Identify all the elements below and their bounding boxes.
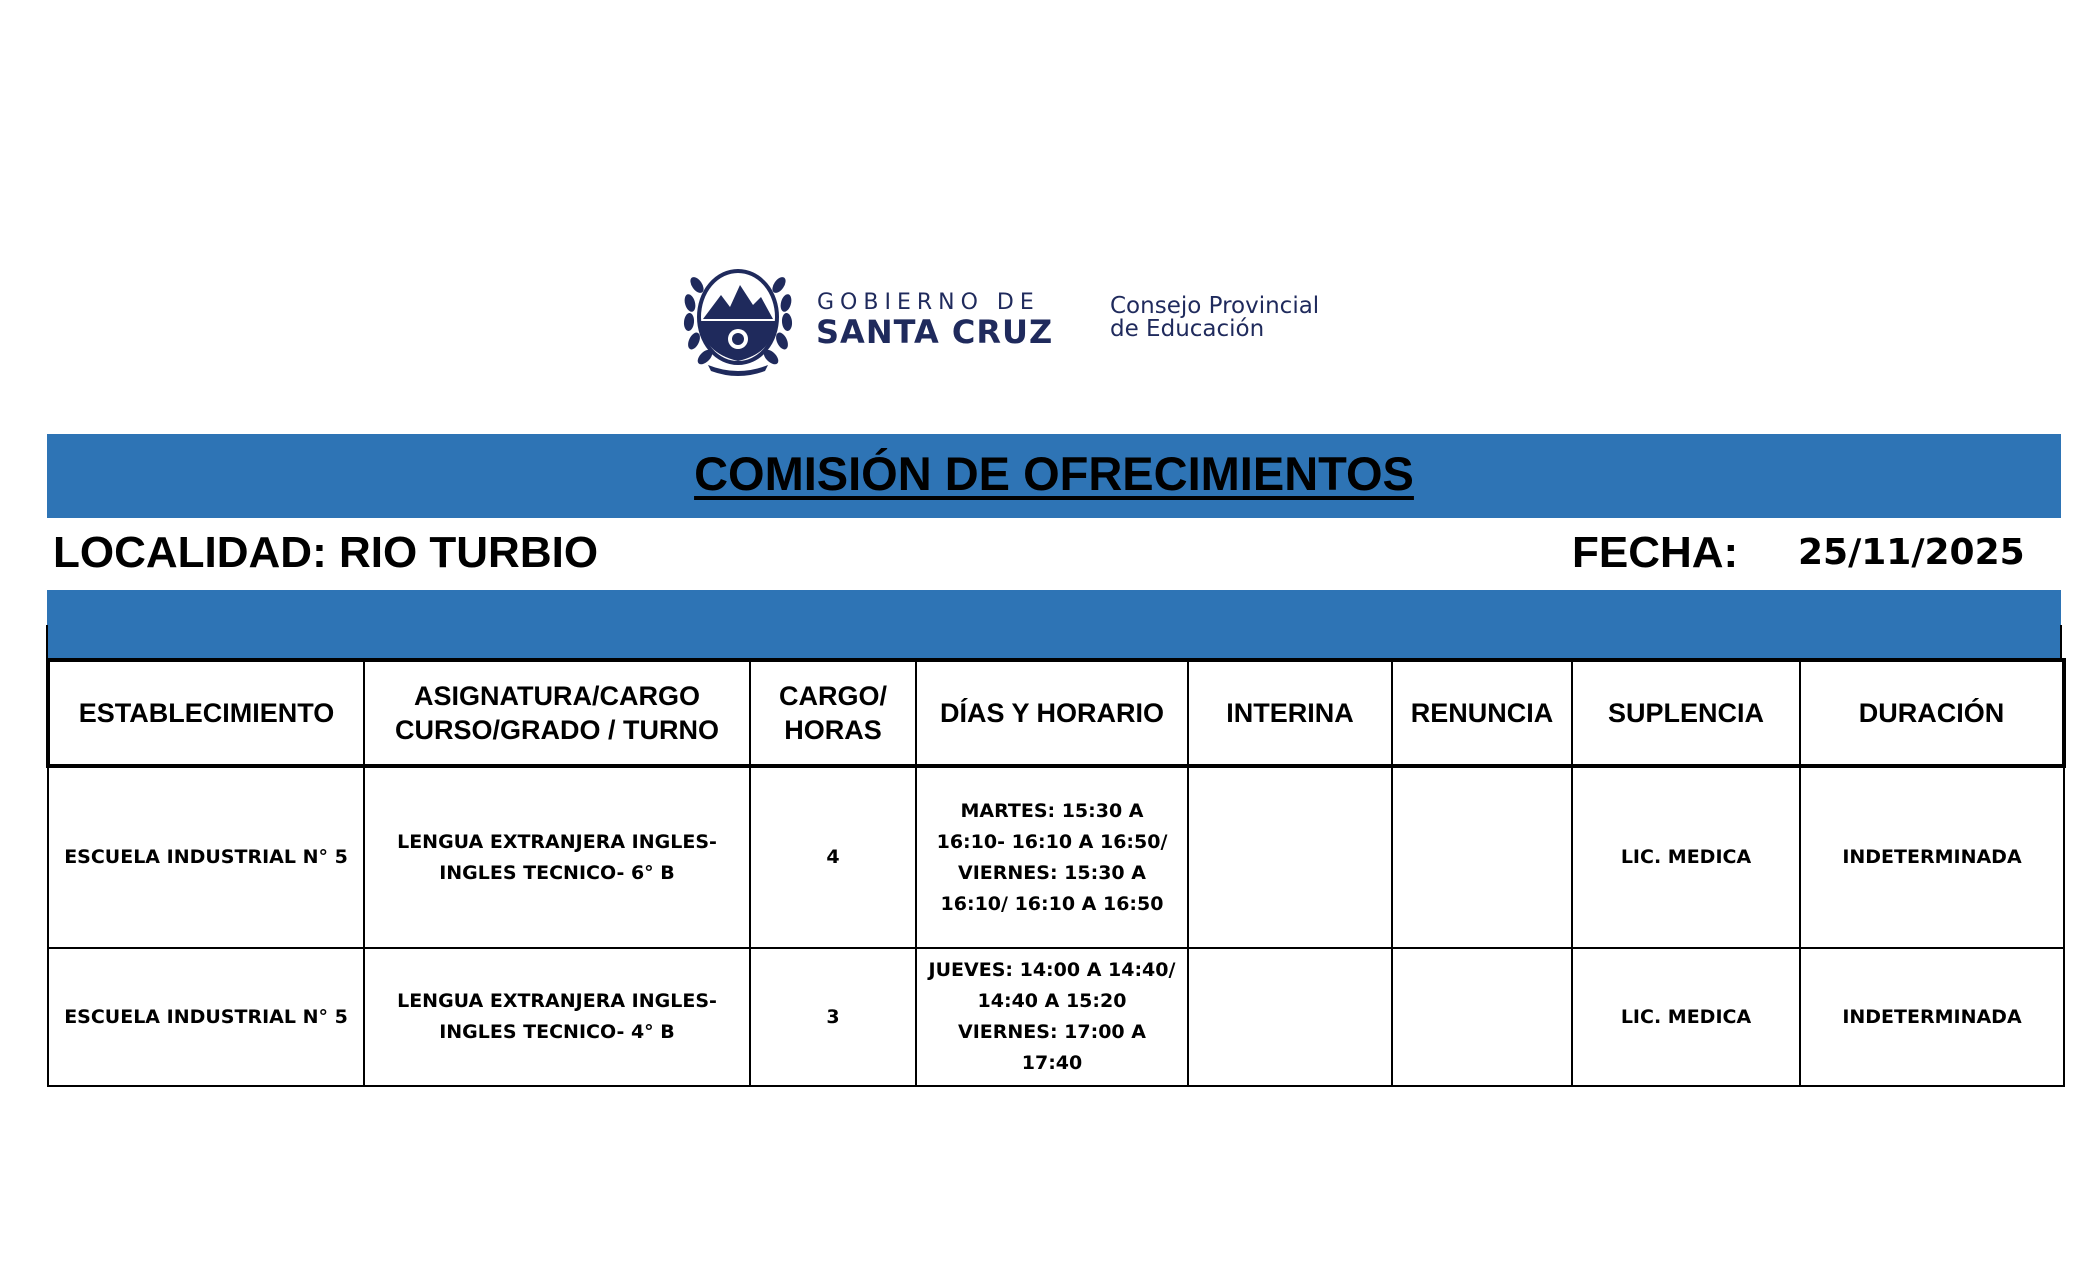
cell-suplencia: LIC. MEDICA [1572, 948, 1800, 1086]
provincial-seal-icon [683, 257, 793, 377]
blank-band [47, 590, 2061, 660]
fecha-label: FECHA: [1572, 528, 1739, 577]
table-header-row [48, 660, 2064, 766]
cell-asignatura: LENGUA EXTRANJERA INGLES- INGLES TECNICO- 4° B [364, 948, 750, 1086]
cell-duracion: INDETERMINADA [1800, 766, 2064, 948]
cell-suplencia: LIC. MEDICA [1572, 766, 1800, 948]
cell-horario: JUEVES: 14:00 A 14:40/ 14:40 A 15:20 VIERNES: 17:00 A 17:40 [916, 948, 1188, 1086]
cell-horas: 3 [750, 948, 916, 1086]
cell-renuncia [1392, 766, 1572, 948]
table-row [48, 766, 2064, 948]
col-header-horario: DÍAS Y HORARIO [916, 660, 1188, 766]
col-header-interina: INTERINA [1188, 660, 1392, 766]
col-header-asignatura: ASIGNATURA/CARGO CURSO/GRADO / TURNO [364, 660, 750, 766]
cell-duracion: INDETERMINADA [1800, 948, 2064, 1086]
page-title: COMISIÓN DE OFRECIMIENTOS [694, 447, 1414, 500]
council-line1: Consejo Provincial [1110, 293, 1320, 319]
header-logo [683, 257, 1363, 377]
cell-horario: MARTES: 15:30 A 16:10- 16:10 A 16:50/ VIERNES: 15:30 A 16:10/ 16:10 A 16:50 [916, 766, 1188, 948]
table-row [48, 948, 2064, 1086]
cell-horas: 4 [750, 766, 916, 948]
table-right-stub [2060, 625, 2062, 660]
gov-line2: SANTA CRUZ [816, 313, 1054, 351]
localidad-label: LOCALIDAD: RIO TURBIO [53, 528, 599, 577]
cell-establecimiento: ESCUELA INDUSTRIAL N° 5 [48, 948, 364, 1086]
col-header-duracion: DURACIÓN [1800, 660, 2064, 766]
offers-table [46, 658, 2066, 1087]
col-header-establecimiento: ESTABLECIMIENTO [48, 660, 364, 766]
fecha-value: 25/11/2025 [1798, 532, 2025, 573]
col-header-suplencia: SUPLENCIA [1572, 660, 1800, 766]
cell-renuncia [1392, 948, 1572, 1086]
council-line2: de Educación [1110, 316, 1265, 342]
cell-asignatura: LENGUA EXTRANJERA INGLES- INGLES TECNICO- 6° B [364, 766, 750, 948]
table-left-stub [46, 625, 48, 660]
cell-establecimiento: ESCUELA INDUSTRIAL N° 5 [48, 766, 364, 948]
cell-interina [1188, 948, 1392, 1086]
col-header-renuncia: RENUNCIA [1392, 660, 1572, 766]
col-header-horas: CARGO/ HORAS [750, 660, 916, 766]
gov-line1: GOBIERNO DE [817, 290, 1040, 315]
cell-interina [1188, 766, 1392, 948]
